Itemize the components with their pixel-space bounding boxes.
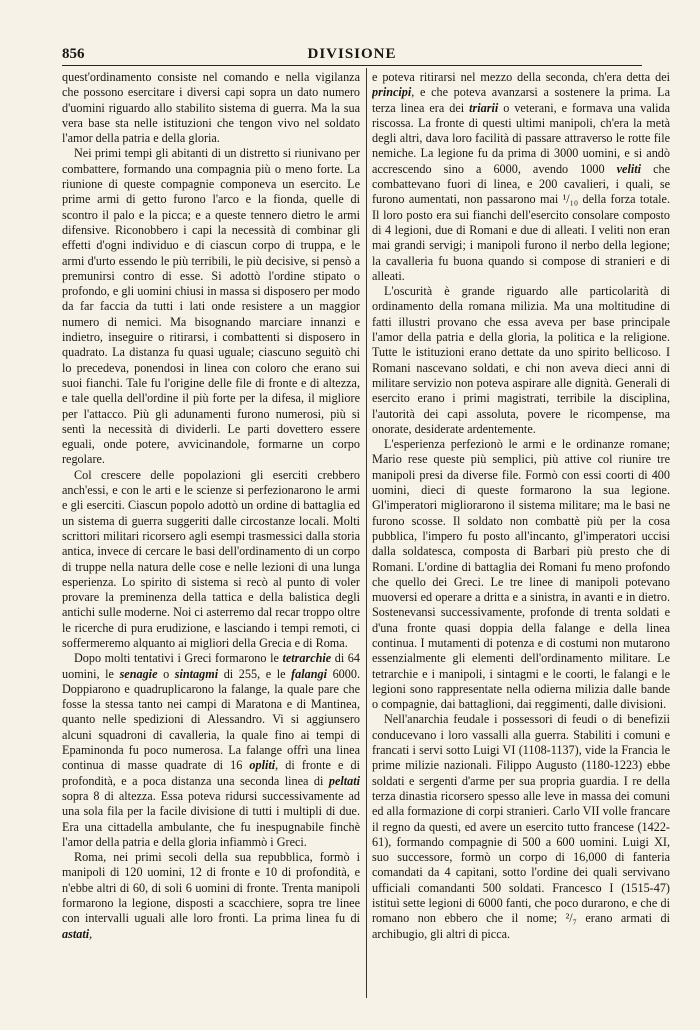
- paragraph: Dopo molti tentativi i Greci formarono le tetrarchie di 64 uomini, le senagie o sintagmi di 255, e le falangi 6000. Doppiarono e quadruplicarono la falange, la quale pare che fosse la stessa tanto nei campi di Maratona e di Mantinea, quanto nelle spedizioni di Alessandro. Vi si aggiunsero alcuni squadroni di cavalleria, la quale fino ai tempi di Epaminonda fu poco numerosa. La falange offrì una linea continua di masse quadrate di 16 opliti, di fronte e di profondità, e a poca distanza una seconda linea di peltati sopra 8 di altezza. Essa poteva ridursi successivamente ad una sola fila per la facile divisione di tutti i multipli di due. Era una cittadella ambulante, che fu inespugnabile finchè l'amor della patria e della gloria infiammò i Greci.: [62, 651, 360, 849]
- term-senagie: senagie: [119, 666, 158, 681]
- column-divider: [366, 68, 367, 998]
- term-falangi: falangi: [291, 666, 327, 681]
- paragraph: Nei primi tempi gli abitanti di un distretto si riunivano per combattere, formando una compagnia più o meno forte. La riunione di queste compagnie componeva un esercito. Le prime armi di getto furono l'arco e la fionda, quelle di scontro il palo e la picca; e a queste tennero dietro le armi difensive. Riconobbero i capi la necessità di combinar gli effetti d'ogni individuo e di ciascun corpo di truppa, e le armi d'urto essendo le più terribili, le più decisive, si pensò a premunirsi contro di esse. Si adottò l'ordine stipato o profondo, e gli uomini chiusi in massa si disposero per modo da far faccia da tutti i lati onde resistere a un maggior numero di nemici. Ma bisognando marciare innanzi e indietro, inseguire o ritirarsi, i combattenti si disposero in quadrato. La distanza fu quasi uguale; ciascuno seguitò chi lo precedeva, ponendosi in linea con coloro che erano sui suoi fianchi. Tale fu l'origine delle file di fronte e di altezza, e tale quella dell'ordine il più forte per la difesa, il migliore per l'attacco. Più gli adunamenti furono numerosi, più si sentì la necessità di dividerli. Le parti dovettero essere eguali, onde potere, avvicinandole, formarne un corpo regolare.: [62, 146, 360, 467]
- paragraph: L'esperienza perfezionò le armi e le ordinanze romane; Mario rese queste più semplici, più attive col riunire tre manipoli presi da diverse file. Formò con essi coorti di 400 uomini, dieci di queste formarono la sua legione. Gl'imperatori migliorarono il sistema militare; ma le basi ne furono scosse. Il soldato non combattè più per la cosa pubblica, l'impero fu posto all'incanto, gl'imperatori uccisi dalla soldatesca, composta di Barbari più presto che di Romani. L'ordine di battaglia dei Romani fu meno profondo che quello dei Greci. Le tre linee di manipoli potevano muoversi ed operare a dritta e a sinistra, in avanti e in dietro. Sostenevansi successivamente, profonde di trenta soldati e d'una fronte quasi doppia della falange e della linea continua. I mutamenti di potenza e di costumi non mutarono essenzialmente gli elementi dell'ordinamento militare. Le tetrarchie e i manipoli, i sintagmi e le coorti, le falangi e le legioni sono rappresentate nella odierna milizia dalle bande o compagnie, dai battaglioni, dai reggimenti, dalle divisioni.: [372, 437, 670, 712]
- paragraph: L'oscurità è grande riguardo alle particolarità di ordinamento della romana milizia. Ma una moltitudine di fatti illustri provano che essa aveva per base principale l'amor della patria e della gloria, la politica e la religione. Tutte le istituzioni erano dettate da uno spirito bellicoso. I Romani nascevano soldati, e chi non aveva dieci anni di militare servizio non poteva aspirare alle dignità. Generali di esercito erano i primi magistrati, terribile la disciplina, l'autorità dei capi assoluta, povere le ricompense, ma onorate, desiderate ardentemente.: [372, 284, 670, 436]
- term-triarii: triarii: [469, 100, 499, 115]
- term-astati: astati: [62, 926, 90, 941]
- term-veliti: veliti: [616, 161, 642, 176]
- page-header: [62, 42, 642, 64]
- paragraph: e poteva ritirarsi nel mezzo della seconda, ch'era detta dei principi, e che poteva avanzarsi a sostenere la prima. La terza linea era dei triarii o veterani, e formava una valida riscossa. La fronte di questi ultimi manipoli, ch'era la metà degli altri, dava loro facilità di passare attraverso le rotte file nemiche. La legione fu da prima di 3000 uomini, e si andò accrescendo sino a 6000, avendo 1000 veliti che combattevano fuori di linea, e 200 cavalieri, i quali, se furono aumentati, non passarono mai ¹/₁₀ della forza totale. Il loro posto era sui fianchi dell'esercito consolare composto di 4 legioni, due di Romani e due di alleati. I veliti non eran mai grandi servigi; i manipoli furono il nerbo della legione; la cavalleria fu buona quando si compose di stranieri e di alleati.: [372, 70, 670, 283]
- running-title: DIVISIONE: [307, 46, 397, 62]
- right-column: [372, 70, 670, 1000]
- term-sintagmi: sintagmi: [174, 666, 219, 681]
- term-principi: principi: [372, 85, 412, 100]
- paragraph: Roma, nei primi secoli della sua repubblica, formò i manipoli di 120 uomini, 12 di fronte e 10 di profondità, e n'ebbe altri di 60, di soli 6 uomini di fronte. Trenta manipoli formarono la legione, disposti a scacchiere, sopra tre linee con intervalli uguali alle loro fronti. La prima linea fu di astati,: [62, 850, 360, 941]
- fraction: ²/₇: [565, 911, 577, 926]
- paragraph: Nell'anarchia feudale i possessori di feudi o di benefizii conducevano i loro vassalli alla guerra. Stabiliti i comuni e francati i servi sotto Luigi VI (1108-1137), vide la Francia le prime milizie nazionali. Filippo Augusto (1180-1223) ebbe soldati e sergenti d'arme per sua propria guardia. I re della terza dinastia ricorsero spesso alle leve in massa dei comuni ed alla formazione di corpi stranieri. Carlo VII volle francare il regno da questi, ed avere un esercito tutto francese (1422-61), formando compagnie di 500 a 600 uomini. Luigi XI, suo successore, formò un corpo di 16,000 di fanteria comandati da 4 capitani, sotto l'ordine dei quali servivano ufficiali comandanti 500 soldati. Francesco I (1515-47) istituì sette legioni di 6000 fanti, che poco durarono, e che di romano non ebbero che il nome; ²/₇ erano armati di archibugio, gli altri di picca.: [372, 712, 670, 941]
- header-rule: [62, 65, 642, 66]
- page-number: 856: [62, 46, 85, 62]
- paragraph: quest'ordinamento consiste nel comando e nella vigilanza che possono esercitare i diversi capi sopra un dato numero d'uomini riguardo allo stabilito sistema di guerra. Ma la sua vera base sta nelle istituzioni che tengon vivo nel soldato l'amor della patria e della gloria.: [62, 70, 360, 146]
- term-opliti: opliti: [249, 758, 276, 773]
- paragraph: Col crescere delle popolazioni gli eserciti crebbero anch'essi, e con le arti e le scienze si perfezionarono le armi e gli eserciti. Ciascun popolo adottò un ordine di battaglia ed un sistema di guerra suggeriti dalle circostanze locali. Molti scrittori militari ricorsero agli esempi trasmessici dalla storia antica, invece di cercare le basi dell'ordinamento di un corpo di truppe nella natura delle cose e nelle lezioni di una lunga esperienza. Lo spirito di sistema si recò al punto di voler provare la preminenza della tattica e della balistica degli antichi sulle moderne. Noi ci asterremo dal recar troppo oltre le ricerche di pura erudizione, e lasciando i tempi remoti, ci soffermeremo alquanto ai migliori della Grecia e di Roma.: [62, 467, 360, 650]
- left-column: [62, 70, 360, 1000]
- fraction: ¹/₁₀: [562, 192, 579, 207]
- term-peltati: peltati: [328, 773, 360, 788]
- term-tetrarchie: tetrarchie: [282, 651, 332, 666]
